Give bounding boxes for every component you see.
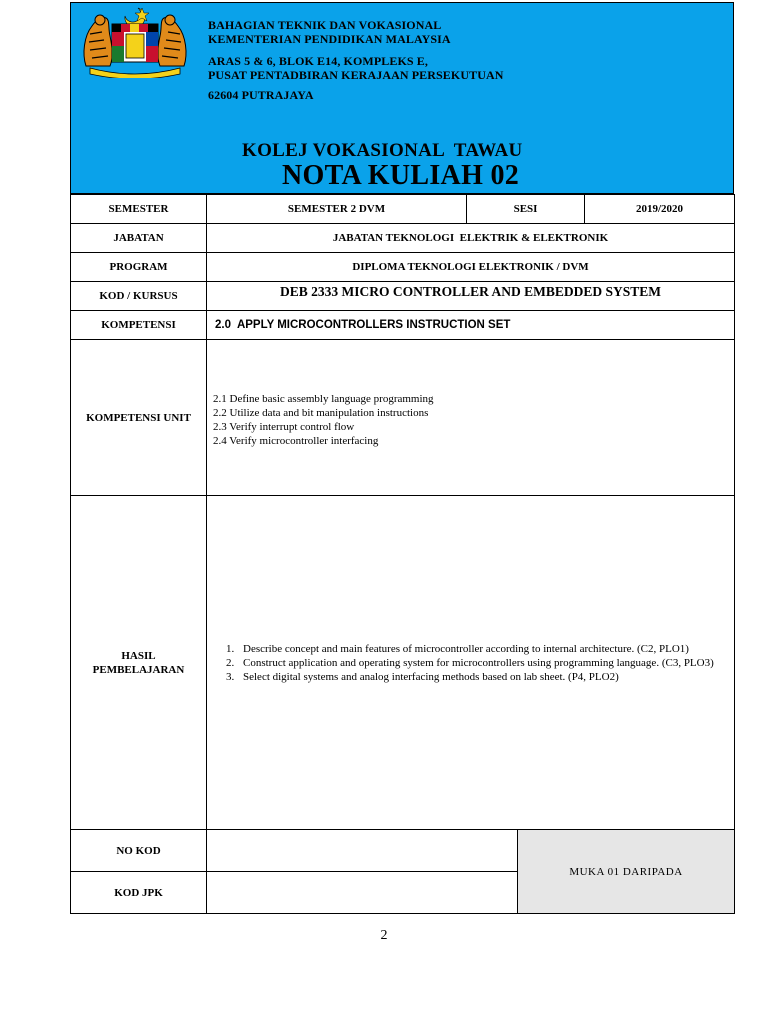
jabatan-label: JABATAN <box>71 224 207 253</box>
kompetensi-value: 2.0 APPLY MICROCONTROLLERS INSTRUCTION SET <box>207 311 735 340</box>
program-value: DIPLOMA TEKNOLOGI ELEKTRONIK / DVM <box>207 253 735 282</box>
semester-value: SEMESTER 2 DVM <box>207 195 467 224</box>
kod-jpk-label: KOD JPK <box>71 872 207 914</box>
agency-line: KEMENTERIAN PENDIDIKAN MALAYSIA <box>208 32 451 46</box>
hasil-label-line: HASIL <box>121 649 156 662</box>
list-item: 2.1 Define basic assembly language programming <box>213 392 434 405</box>
kod-kursus-row <box>71 282 735 311</box>
list-item: 3. Select digital systems and analog interfacing methods based on lab sheet. (P4, PLO2) <box>237 670 726 684</box>
agency-line: PUSAT PENTADBIRAN KERAJAAN PERSEKUTUAN <box>208 68 504 82</box>
kompetensi-label: KOMPETENSI <box>71 311 207 340</box>
list-item: 2. Construct application and operating system for microcontrollers using programming language. (C3, PLO3) <box>237 656 726 670</box>
kod-jpk-value <box>207 872 518 914</box>
hasil-label-line: PEMBELAJARAN <box>92 663 185 676</box>
agency-line: 62604 PUTRAJAYA <box>208 88 314 102</box>
list-item: 2.3 Verify interrupt control flow <box>213 420 355 433</box>
program-label: PROGRAM <box>71 253 207 282</box>
program-row <box>71 253 735 282</box>
kod-kursus-value: DEB 2333 MICRO CONTROLLER AND EMBEDDED SYSTEM <box>207 282 735 311</box>
hasil-pembelajaran-list <box>207 496 735 830</box>
sesi-value: 2019/2020 <box>585 195 735 224</box>
list-item: 1. Describe concept and main features of microcontroller according to internal architecture. (C2, PLO1) <box>237 642 726 656</box>
hasil-pembelajaran-row <box>71 496 735 830</box>
course-info-table <box>70 194 735 914</box>
kompetensi-unit-list <box>207 340 735 496</box>
malaysia-coat-of-arms-icon <box>80 6 190 78</box>
sesi-label: SESI <box>467 195 585 224</box>
no-kod-row <box>71 830 735 872</box>
agency-line: ARAS 5 & 6, BLOK E14, KOMPLEKS E, <box>208 54 428 68</box>
hasil-pembelajaran-label <box>71 496 207 830</box>
list-item: 2.2 Utilize data and bit manipulation instructions <box>213 406 429 419</box>
page-number: 2 <box>380 928 388 943</box>
agency-address <box>208 18 504 102</box>
kompetensi-unit-label: KOMPETENSI UNIT <box>71 340 207 496</box>
semester-row <box>71 195 735 224</box>
kod-kursus-label: KOD / KURSUS <box>71 282 207 311</box>
kompetensi-row <box>71 311 735 340</box>
college-name: KOLEJ VOKASIONAL TAWAU <box>242 140 523 161</box>
document-title: NOTA KULIAH 02 <box>282 160 520 191</box>
jabatan-row <box>71 224 735 253</box>
no-kod-label: NO KOD <box>71 830 207 872</box>
muka-page-count: MUKA 01 DARIPADA <box>518 830 735 914</box>
no-kod-value <box>207 830 518 872</box>
agency-line: BAHAGIAN TEKNIK DAN VOKASIONAL <box>208 18 442 32</box>
semester-label: SEMESTER <box>71 195 207 224</box>
list-item: 2.4 Verify microcontroller interfacing <box>213 434 379 447</box>
kompetensi-unit-row <box>71 340 735 496</box>
jabatan-value: JABATAN TEKNOLOGI ELEKTRIK & ELEKTRONIK <box>207 224 735 253</box>
